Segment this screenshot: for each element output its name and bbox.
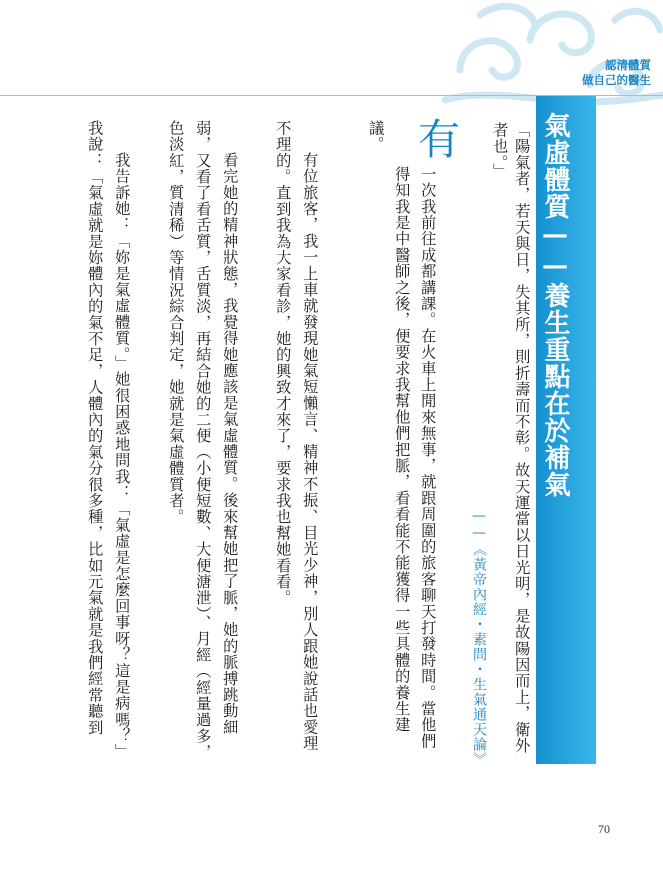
body-line: 看完她的精神狀態，我覺得她應該是氣虛體質。後來幫她把了脈，她的脈搏跳動細 (221, 152, 240, 736)
body-line: 得知我是中醫師之後，便要求我幫他們把脈，看看能不能獲得一些具體的養生建 (393, 166, 412, 733)
body-line: 不理的。直到我為大家看診，她的興致才來了，要求我也幫她看看。 (274, 120, 293, 606)
running-head (582, 58, 651, 88)
quote-line-2: 者也。」 (491, 122, 510, 180)
body-line: 一次我前往成都講課。在火車上閒來無事，就跟周圍的旅客聊天打發時間。當他們 (419, 166, 438, 750)
running-head-line2: 做自己的醫生 (582, 73, 651, 87)
chapter-title: 氣虛體質——養生重點在於補氣 (540, 112, 570, 498)
body-line: 有位旅客，我一上車就發現她氣短懶言、精神不振、目光少神，別人跟她說話也愛理 (301, 152, 320, 752)
running-head-line1: 認清體質 (605, 58, 651, 72)
drop-cap: 有 (418, 115, 461, 164)
quote-line-1: 「陽氣者，若天與日，失其所，則折壽而不彰。故天運當以日光明，是故陽因而上，衛外 (513, 122, 532, 754)
body-line: 我說：「氣虛就是妳體內的氣不足，人體內的氣分很多種，比如元氣就是我們經常聽到 (86, 120, 105, 736)
body-line: 色淡紅，質清稀）等情況綜合判定，她就是氣虛體質者。 (167, 120, 186, 525)
page-number: 70 (598, 822, 610, 836)
body-line: 弱，又看了看舌質，舌質淡，再結合她的二便（小便短數、大便溏泄）、月經（經量過多， (194, 120, 213, 761)
body-line: 我告訴她：「妳是氣虛體質。」她很困惑地問我：「氣虛是怎麼回事呀？這是病嗎？」 (113, 152, 132, 760)
quote-attribution: ——《黃帝內經・素問・生氣通天論》 (471, 508, 487, 767)
body-line: 議。 (367, 120, 386, 153)
